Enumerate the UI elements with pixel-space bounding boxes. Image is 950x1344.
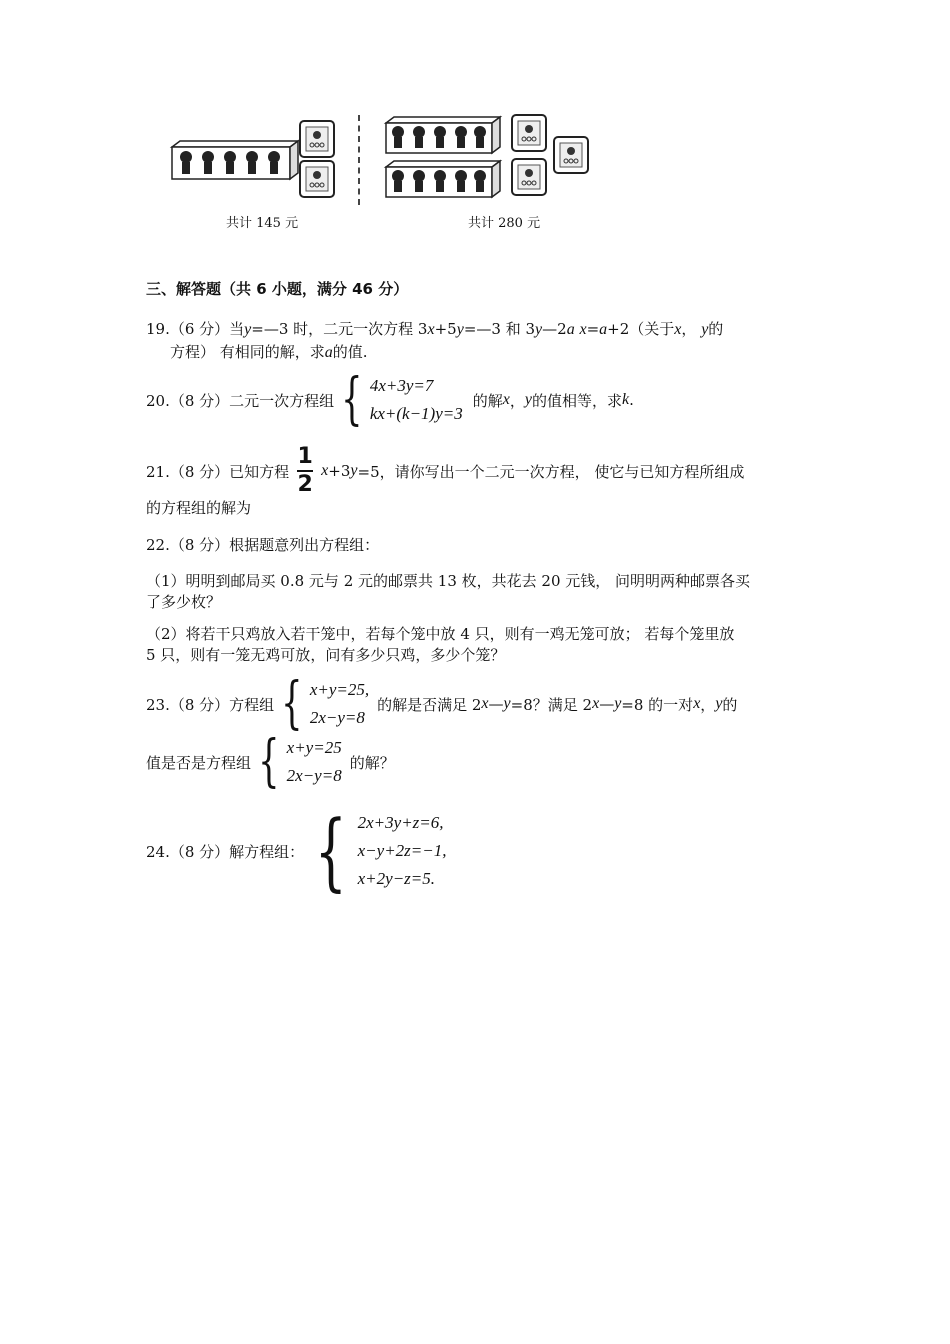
var-y: y: [701, 321, 709, 338]
mascot-box-right-top: [386, 117, 500, 153]
q23-text: 的解是否满足 2: [377, 695, 482, 714]
olympic-mascot-figure: [160, 105, 600, 215]
var-y: y: [524, 391, 532, 408]
q23-l2-eq2: 2x−y=8: [286, 766, 342, 785]
var-a: a: [599, 321, 608, 338]
q19-text: 方程） 有相同的解，求: [170, 343, 325, 361]
question-22-intro: 22.（8 分）根据题意列出方程组：: [146, 536, 380, 554]
fraction-numerator: 1: [297, 444, 313, 469]
var-x: x: [693, 695, 701, 712]
var-a: a: [324, 344, 333, 361]
q23-eq1: x+y=25,: [309, 680, 370, 699]
question-21-line2: 的方程组的解为: [146, 499, 252, 517]
q23-equation-system: [274, 671, 370, 736]
var-x: x: [321, 462, 329, 479]
question-24: [146, 802, 447, 900]
q24-eq3: x+2y−z=5.: [357, 869, 435, 888]
var-y: y: [715, 695, 723, 712]
brace: {: [281, 671, 303, 736]
mascot-box-left: [172, 141, 298, 179]
q19-text: ，: [681, 320, 697, 338]
question-22-part2-line1: （2）将若干只鸡放入若干笼中，若每个笼中放 4 只，则有一鸡无笼可放； 若每个笼里放: [146, 625, 735, 643]
fraction-denominator: 2: [297, 472, 313, 497]
q20-prefix: 20.（8 分）二元一次方程组: [146, 391, 335, 410]
brace: {: [341, 367, 363, 432]
question-23-line2: [146, 729, 395, 794]
q23-text: 的: [722, 695, 738, 714]
q23-text: 的解？: [349, 753, 395, 772]
q20-equation-system: [334, 367, 463, 432]
brace: {: [314, 802, 347, 900]
q19-prefix: 19.（6 分）当: [146, 320, 245, 338]
q19-text: =: [586, 320, 600, 338]
q19-text: =—3 和 3: [463, 320, 536, 338]
q23-equation-system-2: [251, 729, 342, 794]
brace: {: [258, 729, 280, 794]
var-x: x: [481, 695, 489, 712]
question-22-part1-line1: （1）明明到邮局买 0.8 元与 2 元的邮票共 13 枚，共花去 20 元钱， 问明明两种邮票各买: [146, 572, 751, 590]
q19-text: —2: [542, 320, 567, 338]
q23-text: =8？满足 2: [510, 695, 593, 714]
stamp-left-bottom: [300, 161, 334, 197]
var-x: x: [579, 321, 587, 338]
q24-eq1: 2x+3y+z=6,: [357, 813, 444, 832]
stamp-right-2: [554, 137, 588, 173]
var-y: y: [503, 695, 511, 712]
figure-divider: [358, 115, 360, 205]
q20-eq1: 4x+3y=7: [369, 376, 434, 395]
q23-text: 值是否是方程组: [146, 753, 252, 772]
q23-eq2: 2x−y=8: [309, 708, 365, 727]
right-caption: 共计 280 元: [468, 216, 541, 231]
question-23: [146, 671, 738, 736]
var-x: x: [592, 695, 600, 712]
q21-prefix: 21.（8 分）已知方程: [146, 462, 290, 481]
q24-equation-system: [304, 802, 447, 900]
var-y: y: [456, 321, 464, 338]
var-y: y: [535, 321, 543, 338]
mascot-box-right-bottom: [386, 161, 500, 197]
var-x: x: [674, 321, 682, 338]
q19-text: =—3 时，二元一次方程 3: [251, 320, 428, 338]
var-y: y: [244, 321, 252, 338]
q19-text: 的值.: [332, 343, 368, 361]
q19-text: +2（关于: [607, 320, 675, 338]
q23-text: ，: [700, 695, 716, 714]
stamp-right-3: [512, 159, 546, 195]
var-k: k: [622, 391, 630, 408]
q20-eq2: kx+(k−1)y=3: [369, 404, 463, 423]
section-heading: 三、解答题（共 6 小题，满分 46 分）: [146, 280, 409, 298]
left-caption: 共计 145 元: [226, 216, 299, 231]
q21-text: +3: [328, 462, 351, 480]
question-19: [146, 318, 723, 339]
var-y: y: [350, 462, 358, 479]
var-a: a: [566, 321, 575, 338]
stamp-right-1: [512, 115, 546, 151]
question-22-part1-line2: 了多少枚？: [146, 593, 222, 611]
q23-text: =8 的一对: [621, 695, 694, 714]
q20-text: 的解: [472, 391, 503, 410]
q23-l2-eq1: x+y=25: [286, 738, 342, 757]
q24-prefix: 24.（8 分）解方程组：: [146, 842, 305, 861]
q19-text: 的: [708, 320, 724, 338]
question-20: [146, 367, 634, 432]
var-y: y: [614, 695, 622, 712]
q19-text: +5: [434, 320, 457, 338]
question-19-line2: [170, 341, 368, 362]
question-22-part2-line2: 5 只，则有一笼无鸡可放，问有多少只鸡，多少个笼？: [146, 646, 506, 664]
var-x: x: [502, 391, 510, 408]
q20-text: .: [629, 391, 634, 409]
stamp-left-top: [300, 121, 334, 157]
q23-text: —: [488, 695, 504, 713]
var-x: x: [427, 321, 435, 338]
q24-eq2: x−y+2z=−1,: [357, 841, 447, 860]
q20-text: 的值相等，求: [531, 391, 622, 410]
q23-prefix: 23.（8 分）方程组: [146, 695, 275, 714]
q23-text: —: [599, 695, 615, 713]
q20-text: ，: [509, 391, 525, 410]
question-21: [146, 446, 744, 496]
fraction-one-half: [297, 446, 313, 496]
q21-text: =5，请你写出一个二元一次方程， 使它与已知方程所组成: [357, 462, 745, 481]
